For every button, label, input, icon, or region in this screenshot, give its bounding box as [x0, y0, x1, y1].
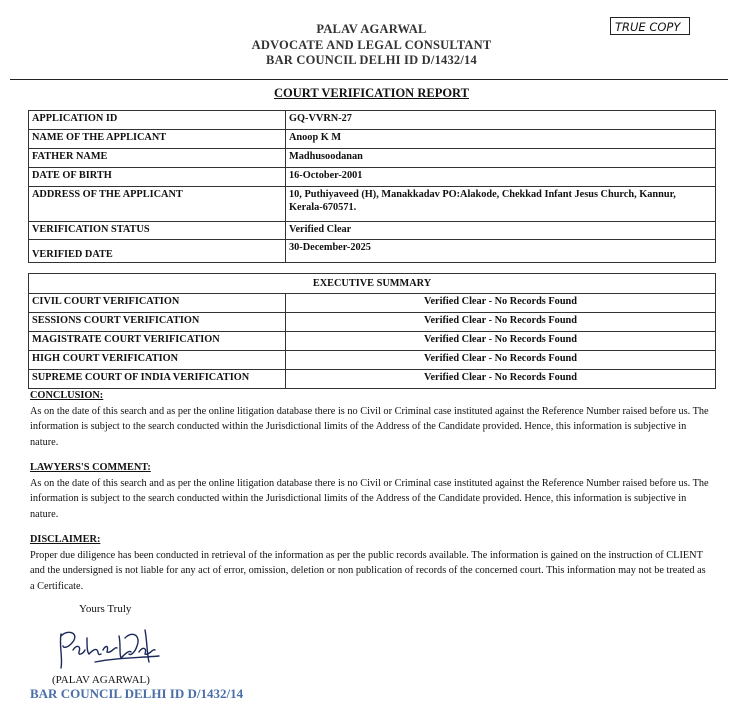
lawyers-comment-heading: LAWYERS'S COMMENT: [30, 462, 151, 473]
summary-label: CIVIL COURT VERIFICATION [29, 294, 286, 313]
detail-value: Anoop K M [286, 130, 716, 149]
detail-label: FATHER NAME [29, 149, 286, 168]
detail-label: DATE OF BIRTH [29, 168, 286, 187]
detail-value: 10, Puthiyaveed (H), Manakkadav PO:Alakode, Chekkad Infant Jesus Church, Kannur, Kerala-670571. [286, 187, 716, 222]
table-row [29, 187, 716, 222]
table-row [29, 351, 716, 370]
detail-label: ADDRESS OF THE APPLICANT [29, 187, 286, 222]
detail-label: APPLICATION ID [29, 111, 286, 130]
advocate-name: PALAV AGARWAL [316, 22, 427, 36]
summary-label: MAGISTRATE COURT VERIFICATION [29, 332, 286, 351]
advocate-title: ADVOCATE AND LEGAL CONSULTANT [251, 37, 492, 52]
detail-label: VERIFICATION STATUS [29, 222, 286, 240]
summary-value: Verified Clear - No Records Found [286, 332, 716, 351]
table-row [29, 149, 716, 168]
detail-value: GQ-VVRN-27 [286, 111, 716, 130]
disclaimer-section [30, 532, 710, 594]
true-copy-stamp: TRUE COPY [610, 17, 690, 35]
conclusion-text: As on the date of this search and as per the online litigation database there is no Civil or Criminal case instituted against the Reference Number raised before us. The information is subject to the search conducted within the Jurisdictional limits of the Address of the Candidate provided. Hence, this information is subjective in nature. [30, 405, 709, 448]
table-row [29, 240, 716, 263]
header-divider [10, 79, 728, 80]
detail-value: Madhusoodanan [286, 149, 716, 168]
lawyers-comment-text: As on the date of this search and as per the online litigation database there is no Civil or Criminal case instituted against the Reference Number raised before us. The information is subject to the search conducted within the Jurisdictional limits of the Address of the Candidate provided. Hence, this information is subjective in nature. [30, 477, 709, 520]
summary-label: SESSIONS COURT VERIFICATION [29, 313, 286, 332]
detail-label: NAME OF THE APPLICANT [29, 130, 286, 149]
table-row [29, 111, 716, 130]
applicant-details-table [28, 110, 716, 263]
summary-label: SUPREME COURT OF INDIA VERIFICATION [29, 370, 286, 389]
table-row [29, 370, 716, 389]
report-title: COURT VERIFICATION REPORT [274, 86, 469, 100]
summary-label: HIGH COURT VERIFICATION [29, 351, 286, 370]
summary-heading: EXECUTIVE SUMMARY [29, 274, 716, 294]
disclaimer-heading: DISCLAIMER: [30, 534, 101, 545]
footer-bar-id: BAR COUNCIL DELHI ID D/1432/14 [30, 686, 244, 701]
table-row [29, 222, 716, 240]
handwritten-signature [55, 624, 165, 677]
table-row [29, 130, 716, 149]
summary-value: Verified Clear - No Records Found [286, 370, 716, 389]
yours-truly: Yours Truly [79, 603, 132, 615]
conclusion-heading: CONCLUSION: [30, 390, 104, 401]
table-row [29, 168, 716, 187]
detail-value: 16-October-2001 [286, 168, 716, 187]
detail-label: VERIFIED DATE [29, 240, 286, 263]
summary-value: Verified Clear - No Records Found [286, 313, 716, 332]
conclusion-section [30, 388, 710, 450]
table-row [29, 294, 716, 313]
executive-summary-table [28, 273, 716, 389]
table-row [29, 313, 716, 332]
lawyers-comment-section [30, 460, 710, 522]
detail-value: 30-December-2025 [286, 240, 716, 263]
summary-value: Verified Clear - No Records Found [286, 294, 716, 313]
signatory-name: (PALAV AGARWAL) [52, 674, 150, 686]
disclaimer-text: Proper due diligence has been conducted in retrieval of the information as per the public records available. The information is gained on the instruction of CLIENT and the undersigned is not liable for any act of error, omission, deletion or non publication of records of the concerned court. This information may not be treated as a Certificate. [30, 549, 706, 592]
table-header-row [29, 274, 716, 294]
summary-value: Verified Clear - No Records Found [286, 351, 716, 370]
detail-value: Verified Clear [286, 222, 716, 240]
advocate-bar-id: BAR COUNCIL DELHI ID D/1432/14 [266, 53, 477, 67]
table-row [29, 332, 716, 351]
